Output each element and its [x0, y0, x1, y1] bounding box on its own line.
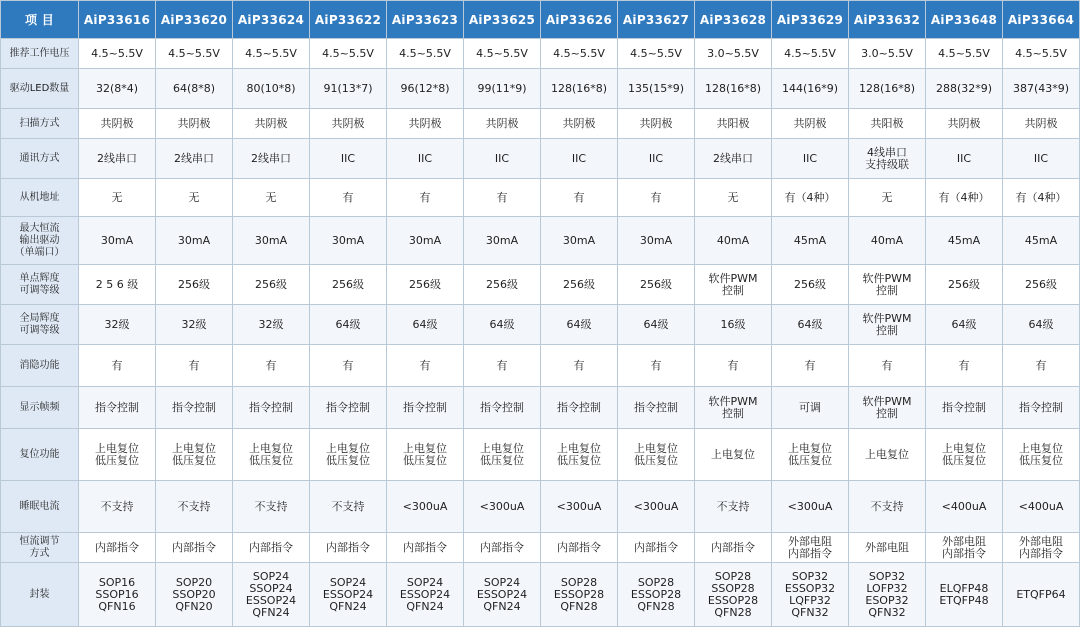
- table-cell: 共阳极: [695, 109, 772, 139]
- header-model: AiP33623: [387, 1, 464, 39]
- table-cell: 内部指令: [79, 533, 156, 563]
- table-cell: <300uA: [772, 481, 849, 533]
- header-model: AiP33620: [156, 1, 233, 39]
- table-cell: 256级: [926, 265, 1003, 305]
- table-cell: <400uA: [926, 481, 1003, 533]
- table-cell: 2 5 6 级: [79, 265, 156, 305]
- table-cell: 有: [541, 345, 618, 387]
- table-cell: 256级: [464, 265, 541, 305]
- table-cell: 30mA: [387, 217, 464, 265]
- table-cell: 32(8*4): [79, 69, 156, 109]
- table-cell: 共阴极: [464, 109, 541, 139]
- table-cell: 4.5~5.5V: [1003, 39, 1080, 69]
- table-cell: 45mA: [1003, 217, 1080, 265]
- table-cell: IIC: [1003, 139, 1080, 179]
- table-cell: SOP24 ESSOP24 QFN24: [464, 563, 541, 627]
- table-row: [1, 533, 1080, 563]
- row-label: 显示帧频: [1, 387, 79, 429]
- table-cell: 64级: [618, 305, 695, 345]
- table-cell: 软件PWM 控制: [695, 387, 772, 429]
- table-row: [1, 429, 1080, 481]
- table-cell: 40mA: [695, 217, 772, 265]
- table-cell: 4.5~5.5V: [618, 39, 695, 69]
- table-cell: 上电复位 低压复位: [618, 429, 695, 481]
- table-row: [1, 179, 1080, 217]
- table-row: [1, 481, 1080, 533]
- table-row: [1, 563, 1080, 627]
- table-cell: 外部电阻 内部指令: [772, 533, 849, 563]
- table-cell: 30mA: [310, 217, 387, 265]
- table-cell: 4.5~5.5V: [926, 39, 1003, 69]
- table-cell: SOP28 ESSOP28 QFN28: [541, 563, 618, 627]
- table-cell: 软件PWM 控制: [849, 387, 926, 429]
- table-cell: 有: [464, 345, 541, 387]
- table-cell: SOP28 ESSOP28 QFN28: [618, 563, 695, 627]
- table-cell: 有（4种）: [772, 179, 849, 217]
- table-cell: 4.5~5.5V: [387, 39, 464, 69]
- table-cell: 4.5~5.5V: [310, 39, 387, 69]
- table-row: [1, 39, 1080, 69]
- table-cell: 128(16*8): [849, 69, 926, 109]
- table-cell: 有: [387, 179, 464, 217]
- table-cell: 无: [233, 179, 310, 217]
- table-cell: SOP24 ESSOP24 QFN24: [310, 563, 387, 627]
- header-model: AiP33664: [1003, 1, 1080, 39]
- table-cell: 指令控制: [618, 387, 695, 429]
- table-cell: 有: [541, 179, 618, 217]
- table-cell: 有（4种）: [926, 179, 1003, 217]
- table-cell: IIC: [387, 139, 464, 179]
- header-model: AiP33628: [695, 1, 772, 39]
- header-model: AiP33627: [618, 1, 695, 39]
- table-cell: 内部指令: [541, 533, 618, 563]
- table-cell: 4.5~5.5V: [79, 39, 156, 69]
- table-cell: 16级: [695, 305, 772, 345]
- table-cell: 64级: [310, 305, 387, 345]
- table-cell: 有（4种）: [1003, 179, 1080, 217]
- table-cell: 有: [1003, 345, 1080, 387]
- table-cell: ELQFP48 ETQFP48: [926, 563, 1003, 627]
- table-cell: 64级: [464, 305, 541, 345]
- table-cell: 上电复位 低压复位: [541, 429, 618, 481]
- table-cell: 上电复位 低压复位: [387, 429, 464, 481]
- table-cell: 256级: [156, 265, 233, 305]
- table-cell: 2线串口: [79, 139, 156, 179]
- table-cell: 软件PWM 控制: [849, 305, 926, 345]
- table-cell: 上电复位 低压复位: [926, 429, 1003, 481]
- row-label: 封装: [1, 563, 79, 627]
- table-cell: 2线串口: [695, 139, 772, 179]
- table-cell: 有: [926, 345, 1003, 387]
- table-cell: 指令控制: [233, 387, 310, 429]
- table-cell: 软件PWM 控制: [849, 265, 926, 305]
- table-row: [1, 345, 1080, 387]
- table-cell: 内部指令: [618, 533, 695, 563]
- table-cell: 不支持: [156, 481, 233, 533]
- table-cell: SOP16 SSOP16 QFN16: [79, 563, 156, 627]
- table-cell: 256级: [541, 265, 618, 305]
- row-label: 消隐功能: [1, 345, 79, 387]
- table-cell: 4.5~5.5V: [233, 39, 310, 69]
- table-cell: 共阴极: [156, 109, 233, 139]
- table-cell: 30mA: [618, 217, 695, 265]
- table-cell: 4.5~5.5V: [772, 39, 849, 69]
- table-cell: 无: [849, 179, 926, 217]
- table-cell: 32级: [156, 305, 233, 345]
- table-cell: 99(11*9): [464, 69, 541, 109]
- table-cell: 有: [618, 179, 695, 217]
- table-cell: 指令控制: [156, 387, 233, 429]
- table-cell: 上电复位 低压复位: [772, 429, 849, 481]
- table-cell: 4.5~5.5V: [541, 39, 618, 69]
- table-cell: 软件PWM 控制: [695, 265, 772, 305]
- table-cell: 256级: [310, 265, 387, 305]
- table-cell: 有: [310, 345, 387, 387]
- table-cell: ETQFP64: [1003, 563, 1080, 627]
- table-cell: IIC: [618, 139, 695, 179]
- table-cell: 64级: [926, 305, 1003, 345]
- table-cell: 内部指令: [310, 533, 387, 563]
- table-cell: 无: [79, 179, 156, 217]
- table-cell: 有: [79, 345, 156, 387]
- table-cell: SOP24 SSOP24 ESSOP24 QFN24: [233, 563, 310, 627]
- table-cell: 上电复位: [695, 429, 772, 481]
- table-cell: 共阴极: [926, 109, 1003, 139]
- table-cell: 外部电阻 内部指令: [1003, 533, 1080, 563]
- table-cell: 64级: [541, 305, 618, 345]
- header-model: AiP33625: [464, 1, 541, 39]
- table-cell: 4.5~5.5V: [464, 39, 541, 69]
- table-cell: 128(16*8): [541, 69, 618, 109]
- table-cell: 共阴极: [79, 109, 156, 139]
- table-cell: <300uA: [541, 481, 618, 533]
- table-cell: 128(16*8): [695, 69, 772, 109]
- table-cell: 指令控制: [464, 387, 541, 429]
- table-row: [1, 217, 1080, 265]
- table-cell: 有: [387, 345, 464, 387]
- table-cell: 2线串口: [156, 139, 233, 179]
- row-label: 通讯方式: [1, 139, 79, 179]
- table-cell: 共阴极: [618, 109, 695, 139]
- table-cell: 无: [695, 179, 772, 217]
- table-cell: 256级: [618, 265, 695, 305]
- row-label: 恒流调节 方式: [1, 533, 79, 563]
- table-cell: 有: [849, 345, 926, 387]
- table-cell: 2线串口: [233, 139, 310, 179]
- table-cell: 32级: [233, 305, 310, 345]
- table-cell: <400uA: [1003, 481, 1080, 533]
- table-cell: IIC: [772, 139, 849, 179]
- header-row: [1, 1, 1080, 39]
- table-cell: 外部电阻 内部指令: [926, 533, 1003, 563]
- table-cell: <300uA: [387, 481, 464, 533]
- table-cell: 内部指令: [156, 533, 233, 563]
- table-cell: 有: [464, 179, 541, 217]
- table-cell: 4.5~5.5V: [156, 39, 233, 69]
- table-cell: 共阴极: [1003, 109, 1080, 139]
- table-cell: 指令控制: [1003, 387, 1080, 429]
- table-cell: 256级: [233, 265, 310, 305]
- table-cell: 64(8*8): [156, 69, 233, 109]
- row-label: 单点辉度 可调等级: [1, 265, 79, 305]
- table-cell: SOP32 ESSOP32 LQFP32 QFN32: [772, 563, 849, 627]
- table-cell: 指令控制: [926, 387, 1003, 429]
- table-cell: 387(43*9): [1003, 69, 1080, 109]
- table-cell: 共阴极: [541, 109, 618, 139]
- table-cell: SOP24 ESSOP24 QFN24: [387, 563, 464, 627]
- table-cell: 40mA: [849, 217, 926, 265]
- table-cell: 144(16*9): [772, 69, 849, 109]
- table-cell: 不支持: [695, 481, 772, 533]
- table-row: [1, 305, 1080, 345]
- table-cell: 80(10*8): [233, 69, 310, 109]
- table-cell: 不支持: [310, 481, 387, 533]
- table-cell: 共阴极: [387, 109, 464, 139]
- table-cell: 上电复位 低压复位: [310, 429, 387, 481]
- row-label: 推荐工作电压: [1, 39, 79, 69]
- table-cell: 不支持: [79, 481, 156, 533]
- row-label: 扫描方式: [1, 109, 79, 139]
- table-cell: IIC: [541, 139, 618, 179]
- table-cell: 上电复位 低压复位: [156, 429, 233, 481]
- table-cell: IIC: [310, 139, 387, 179]
- header-model: AiP33626: [541, 1, 618, 39]
- row-label: 最大恒流 输出驱动 （单端口）: [1, 217, 79, 265]
- table-cell: 64级: [387, 305, 464, 345]
- table-cell: 30mA: [79, 217, 156, 265]
- row-label: 睡眠电流: [1, 481, 79, 533]
- table-cell: 64级: [1003, 305, 1080, 345]
- table-cell: 45mA: [926, 217, 1003, 265]
- table-cell: 上电复位 低压复位: [1003, 429, 1080, 481]
- row-label: 驱动LED数量: [1, 69, 79, 109]
- table-cell: 上电复位 低压复位: [464, 429, 541, 481]
- table-cell: 有: [618, 345, 695, 387]
- row-label: 从机地址: [1, 179, 79, 217]
- header-model: AiP33648: [926, 1, 1003, 39]
- table-cell: 32级: [79, 305, 156, 345]
- table-cell: 共阴极: [772, 109, 849, 139]
- table-cell: IIC: [926, 139, 1003, 179]
- table-cell: 256级: [1003, 265, 1080, 305]
- table-cell: 上电复位: [849, 429, 926, 481]
- table-row: [1, 139, 1080, 179]
- table-cell: 135(15*9): [618, 69, 695, 109]
- row-label: 复位功能: [1, 429, 79, 481]
- table-cell: 无: [156, 179, 233, 217]
- header-model: AiP33622: [310, 1, 387, 39]
- table-row: [1, 387, 1080, 429]
- table-cell: 上电复位 低压复位: [233, 429, 310, 481]
- header-model: AiP33632: [849, 1, 926, 39]
- table-cell: 3.0~5.5V: [695, 39, 772, 69]
- row-label: 全局辉度 可调等级: [1, 305, 79, 345]
- table-cell: 256级: [387, 265, 464, 305]
- table-cell: 内部指令: [464, 533, 541, 563]
- table-cell: IIC: [464, 139, 541, 179]
- table-cell: 指令控制: [310, 387, 387, 429]
- table-cell: SOP32 LOFP32 ESOP32 QFN32: [849, 563, 926, 627]
- table-cell: 有: [156, 345, 233, 387]
- table-cell: 内部指令: [233, 533, 310, 563]
- table-cell: SOP20 SSOP20 QFN20: [156, 563, 233, 627]
- table-cell: 有: [233, 345, 310, 387]
- table-cell: 30mA: [156, 217, 233, 265]
- table-cell: 91(13*7): [310, 69, 387, 109]
- table-cell: <300uA: [464, 481, 541, 533]
- table-cell: 3.0~5.5V: [849, 39, 926, 69]
- table-cell: 指令控制: [541, 387, 618, 429]
- header-model: AiP33616: [79, 1, 156, 39]
- table-cell: 不支持: [849, 481, 926, 533]
- table-cell: 64级: [772, 305, 849, 345]
- table-cell: 上电复位 低压复位: [79, 429, 156, 481]
- table-cell: 外部电阻: [849, 533, 926, 563]
- table-cell: 内部指令: [387, 533, 464, 563]
- table-cell: 30mA: [541, 217, 618, 265]
- table-cell: SOP28 SSOP28 ESSOP28 QFN28: [695, 563, 772, 627]
- table-cell: 指令控制: [387, 387, 464, 429]
- table-row: [1, 69, 1080, 109]
- table-cell: 30mA: [464, 217, 541, 265]
- table-cell: 指令控制: [79, 387, 156, 429]
- header-model: AiP33624: [233, 1, 310, 39]
- table-cell: 30mA: [233, 217, 310, 265]
- table-cell: 288(32*9): [926, 69, 1003, 109]
- table-row: [1, 265, 1080, 305]
- table-cell: 96(12*8): [387, 69, 464, 109]
- header-model: AiP33629: [772, 1, 849, 39]
- table-cell: 不支持: [233, 481, 310, 533]
- table-cell: <300uA: [618, 481, 695, 533]
- table-cell: 共阴极: [233, 109, 310, 139]
- table-cell: 45mA: [772, 217, 849, 265]
- table-cell: 有: [695, 345, 772, 387]
- table-body: [1, 39, 1080, 627]
- table-cell: 可调: [772, 387, 849, 429]
- table-cell: 共阳极: [849, 109, 926, 139]
- table-cell: 内部指令: [695, 533, 772, 563]
- table-cell: 有: [772, 345, 849, 387]
- table-cell: 256级: [772, 265, 849, 305]
- table-row: [1, 109, 1080, 139]
- table-cell: 共阴极: [310, 109, 387, 139]
- table-cell: 有: [310, 179, 387, 217]
- header-item: 项 目: [1, 1, 79, 39]
- table-cell: 4线串口 支持级联: [849, 139, 926, 179]
